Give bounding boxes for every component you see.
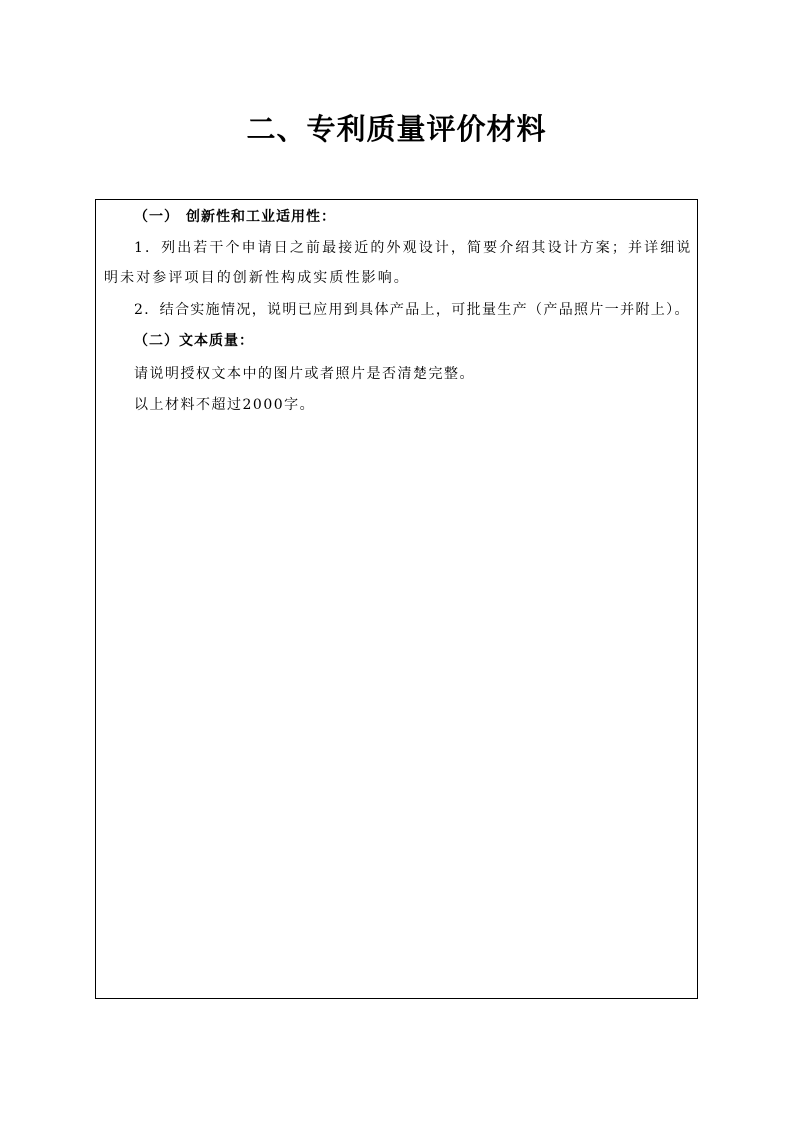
word-limit-note: 以上材料不超过2000字。 xyxy=(134,397,316,413)
section2-requirement: 请说明授权文本中的图片或者照片是否清楚完整。 xyxy=(134,366,475,382)
item1-line1: 1．列出若干个申请日之前最接近的外观设计，简要介绍其设计方案；并详细说 xyxy=(134,240,693,256)
section1-heading: 创新性和工业适用性： xyxy=(186,209,336,225)
section1-number: （一） xyxy=(134,209,179,225)
evaluation-form-box xyxy=(95,199,698,999)
section2-heading: （二）文本质量： xyxy=(134,333,254,349)
item1-line2: 明未对参评项目的创新性构成实质性影响。 xyxy=(104,270,410,286)
item2-text: 2．结合实施情况，说明已应用到具体产品上，可批量生产（产品照片一并附上）。 xyxy=(134,302,690,318)
page-title: 二、专利质量评价材料 xyxy=(246,112,547,146)
